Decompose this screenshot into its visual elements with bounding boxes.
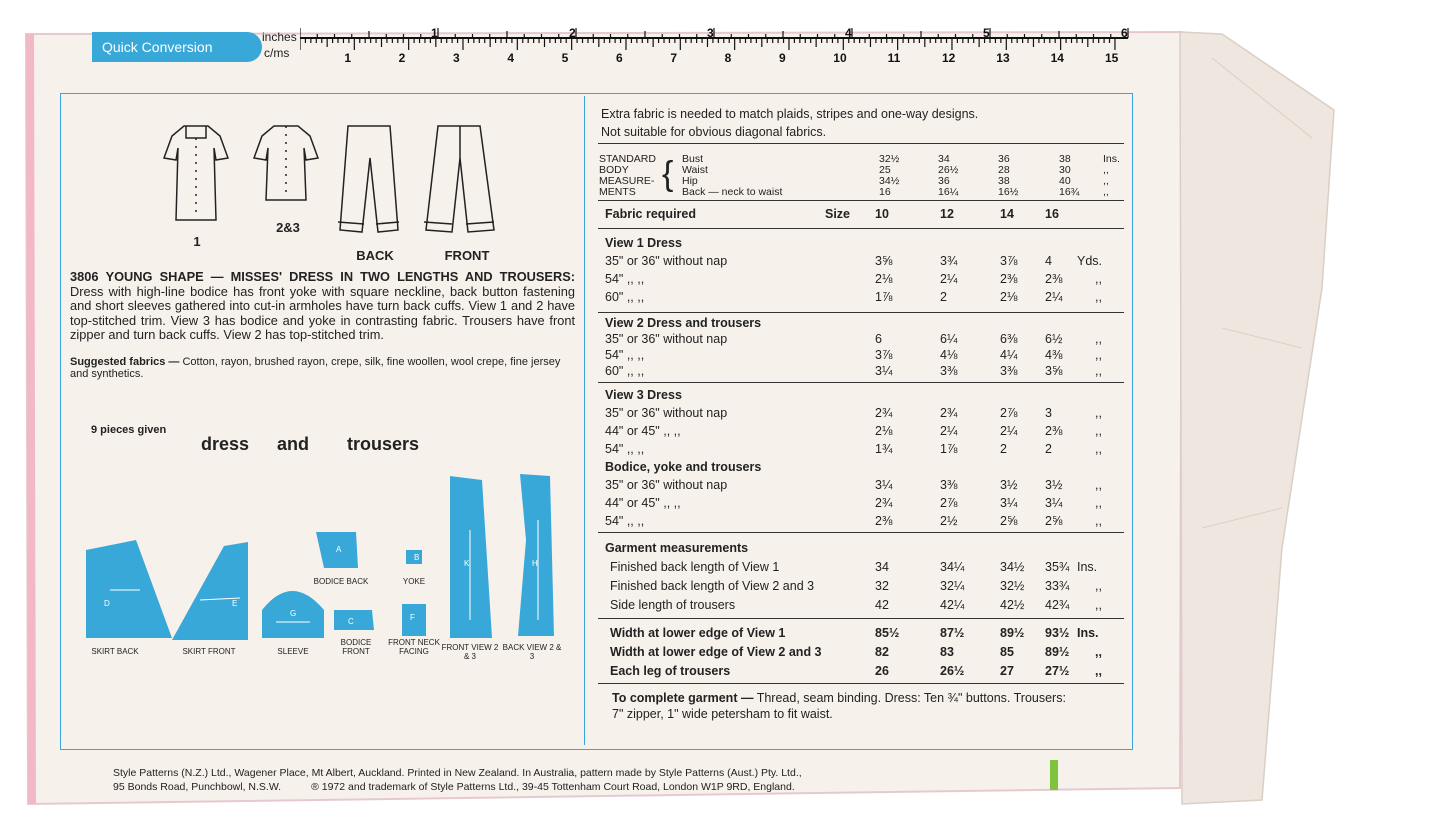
row-label: 44" or 45" ,, ,, [605, 424, 681, 438]
section-title-bodice: Bodice, yoke and trousers [605, 460, 762, 474]
cell-value: 32½ [1000, 579, 1025, 593]
rule-header [598, 228, 1124, 229]
table-row [605, 598, 1125, 614]
complete-label: To complete garment — [612, 691, 754, 705]
view23-label: 2&3 [276, 220, 300, 235]
pattern-description [70, 270, 575, 343]
pieces-heading-trousers: trousers [347, 434, 420, 454]
std-value: 34½ [879, 175, 900, 187]
label-skirt-back: SKIRT BACK [91, 647, 139, 656]
cell-unit: ,, [1095, 478, 1102, 492]
piece-letter-h: H [532, 559, 538, 568]
table-row [605, 332, 1125, 348]
cell-value: 42¼ [940, 598, 965, 612]
size-14: 14 [1000, 207, 1014, 221]
cell-value: 2⅛ [875, 424, 893, 438]
cell-value: 4¼ [1000, 348, 1018, 362]
row-label: 54" ,, ,, [605, 348, 645, 362]
ruler-cm-mark: 7 [670, 51, 678, 65]
rule-v1 [598, 312, 1124, 313]
cell-value: 2⅛ [1000, 290, 1018, 304]
row-label: 44" or 45" ,, ,, [605, 496, 681, 510]
cell-value: 3⅝ [875, 254, 893, 268]
ruler-cms-label: c/ms [264, 46, 290, 60]
row-label: 35" or 36" without nap [605, 332, 728, 346]
piece-letter-b: B [414, 553, 420, 562]
green-tab [1050, 760, 1058, 790]
cell-value: 3½ [1000, 478, 1018, 492]
table-row [605, 406, 1125, 422]
ruler-inch-mark: 5 [983, 28, 990, 40]
cell-value: 33¾ [1045, 579, 1070, 593]
cell-value: 2½ [940, 514, 958, 528]
pieces-heading-dress: dress [201, 434, 250, 454]
label-bodice-back: BODICE BACK [313, 577, 369, 586]
suggested-text: Cotton, rayon, brushed rayon, crepe, silk, fine woollen, wool crepe, fine jersey and synthetics. [70, 356, 561, 380]
cell-value: 42¾ [1045, 598, 1070, 612]
cell-unit: ,, [1095, 514, 1102, 528]
cell-value: 3¼ [1000, 496, 1018, 510]
std-row-label: Back — neck to waist [682, 186, 783, 198]
std-value: 36 [998, 153, 1010, 165]
std-value: 38 [1059, 153, 1071, 165]
std-unit: Ins. [1103, 153, 1120, 165]
cell-value: 2¼ [940, 424, 958, 438]
cell-value: 34 [875, 560, 889, 574]
cell-unit: Ins. [1077, 626, 1099, 640]
table-row [605, 560, 1125, 576]
cell-value: 85½ [875, 626, 900, 640]
std-value: 30 [1059, 164, 1071, 176]
fabric-header-label: Fabric required [605, 207, 696, 221]
std-brace: { [662, 155, 674, 193]
row-label: Side length of trousers [610, 598, 736, 612]
cell-unit: ,, [1095, 496, 1102, 510]
cell-value: 4⅜ [1045, 348, 1063, 362]
cell-value: 4 [1045, 254, 1052, 268]
cell-value: 2¼ [1045, 290, 1063, 304]
rule-v3 [598, 532, 1124, 533]
std-row-label: Hip [682, 175, 698, 187]
rule-garment [598, 618, 1124, 619]
std-label-2: BODY [599, 164, 629, 176]
cell-value: 2 [1045, 442, 1052, 456]
table-row [605, 364, 1125, 380]
cell-unit: ,, [1095, 424, 1102, 438]
back-view-piece [518, 474, 554, 636]
cell-unit: ,, [1095, 406, 1102, 420]
cell-value: 2 [940, 290, 947, 304]
rule-widths [598, 683, 1124, 684]
bodice-front-piece [334, 610, 374, 630]
ruler-cm-mark: 10 [833, 51, 847, 65]
piece-letter-k: K [464, 559, 470, 568]
cell-value: 3 [1045, 406, 1052, 420]
std-unit: ,, [1103, 186, 1109, 198]
cell-value: 1⅞ [875, 290, 893, 304]
table-row [605, 664, 1125, 680]
skirt-back-piece [86, 540, 172, 638]
cell-value: 2¾ [875, 406, 893, 420]
std-value: 36 [938, 175, 950, 187]
row-label: Width at lower edge of View 2 and 3 [610, 645, 822, 659]
cell-value: 27 [1000, 664, 1014, 678]
cell-unit: ,, [1095, 364, 1102, 378]
label-skirt-front: SKIRT FRONT [182, 647, 236, 656]
row-label: Finished back length of View 1 [610, 560, 780, 574]
note-line-1: Extra fabric is needed to match plaids, stripes and one-way designs. [601, 107, 979, 121]
trousers-back-illustration [338, 126, 399, 232]
std-unit: ,, [1103, 164, 1109, 176]
std-value: 32½ [879, 153, 900, 165]
ruler-cm-mark: 3 [452, 51, 460, 65]
footer-line-2b: ® 1972 and trademark of Style Patterns Ltd., 39-45 Tottenham Court Road, London W1P 9RD, England. [311, 781, 795, 793]
cell-value: 42½ [1000, 598, 1025, 612]
cell-value: 6½ [1045, 332, 1063, 346]
cell-value: 32 [875, 579, 889, 593]
table-row [605, 478, 1125, 494]
std-row-label: Bust [682, 153, 704, 165]
suggested-label: Suggested fabrics — [70, 356, 180, 368]
complete-garment [612, 690, 1132, 722]
cell-value: 27½ [1045, 664, 1070, 678]
cell-value: 2¾ [875, 496, 893, 510]
cell-value: 89½ [1000, 626, 1025, 640]
section-title-view1: View 1 Dress [605, 236, 682, 250]
dress-view23-illustration [254, 126, 318, 200]
row-label: Finished back length of View 2 and 3 [610, 579, 815, 593]
pieces-count: 9 pieces given [91, 424, 167, 436]
std-value: 28 [998, 164, 1010, 176]
pattern-title: YOUNG SHAPE — MISSES' DRESS IN TWO LENGTHS AND TROUSERS: [105, 269, 576, 284]
cell-value: 6⅜ [1000, 332, 1018, 346]
ruler-cm-mark: 14 [1050, 51, 1064, 65]
cell-unit: ,, [1095, 598, 1102, 612]
cell-value: 1¾ [875, 442, 893, 456]
cell-value: 2⅜ [1000, 272, 1018, 286]
std-value: 34 [938, 153, 950, 165]
label-back-view: BACK VIEW 2 & 3 [502, 643, 562, 661]
cell-value: 35¾ [1045, 560, 1070, 574]
cell-value: 89½ [1045, 645, 1070, 659]
pieces-heading-and: and [277, 434, 310, 454]
label-yoke: YOKE [402, 577, 426, 586]
note-line-2: Not suitable for obvious diagonal fabrics. [601, 125, 827, 139]
row-label: 35" or 36" without nap [605, 254, 728, 268]
skirt-front-piece [172, 542, 248, 640]
cell-value: 2¼ [940, 272, 958, 286]
rule-top [598, 143, 1124, 144]
row-label: 60" ,, ,, [605, 290, 645, 304]
cell-value: 2¾ [940, 406, 958, 420]
std-value: 25 [879, 164, 891, 176]
cell-value: 26½ [940, 664, 965, 678]
pattern-pieces-diagram [80, 470, 560, 650]
table-row [605, 254, 1125, 270]
ruler-cm-mark: 5 [561, 51, 569, 65]
trousers-front-illustration [424, 126, 494, 232]
footer-line-1: Style Patterns (N.Z.) Ltd., Wagener Place, Mt Albert, Auckland. Printed in New Zealand. In Australia, pattern made by Style Patterns (Aust.) Pty. Ltd., [113, 767, 802, 779]
piece-letter-c: C [348, 617, 354, 626]
cell-unit: ,, [1095, 664, 1102, 678]
cell-value: 85 [1000, 645, 1014, 659]
garment-illustrations [150, 118, 530, 240]
ruler-cm-mark: 1 [344, 51, 352, 65]
std-value: 16 [879, 186, 891, 198]
cell-unit: ,, [1095, 579, 1102, 593]
cell-unit: ,, [1095, 290, 1102, 304]
back-label: BACK [356, 248, 394, 263]
size-12: 12 [940, 207, 954, 221]
cell-value: 2⅛ [875, 272, 893, 286]
cell-value: 4⅛ [940, 348, 958, 362]
cell-value: 2⅞ [1000, 406, 1018, 420]
ruler-cm-mark: 9 [778, 51, 786, 65]
ruler-cm-mark: 4 [507, 51, 515, 65]
ruler-cm-mark: 12 [941, 51, 956, 65]
suggested-fabrics [70, 356, 575, 380]
row-label: 54" ,, ,, [605, 272, 645, 286]
rule-std [598, 200, 1124, 201]
label-sleeve: SLEEVE [277, 647, 309, 656]
table-row [605, 579, 1125, 595]
std-value: 16¼ [938, 186, 959, 198]
piece-letter-e: E [232, 599, 238, 608]
cell-unit: ,, [1095, 348, 1102, 362]
row-label: Each leg of trousers [610, 664, 731, 678]
std-value: 26½ [938, 164, 959, 176]
table-row [605, 272, 1125, 288]
piece-letter-f: F [410, 613, 415, 622]
piece-letter-g: G [290, 609, 297, 618]
cell-value: 34½ [1000, 560, 1025, 574]
cell-value: 3¼ [875, 478, 893, 492]
ruler-cm-mark: 2 [398, 51, 406, 65]
ruler-cm-mark: 15 [1104, 51, 1119, 65]
cell-value: 2⅞ [940, 496, 958, 510]
cell-unit: ,, [1095, 645, 1102, 659]
table-row [605, 514, 1125, 530]
cell-unit: ,, [1095, 332, 1102, 346]
piece-letter-d: D [104, 599, 110, 608]
pattern-number: 3806 [70, 269, 99, 284]
cell-value: 3¼ [875, 364, 893, 378]
std-row-label: Waist [682, 164, 708, 176]
dress-view1-illustration [164, 126, 228, 220]
ruler-cm-mark: 6 [615, 51, 623, 65]
cell-value: 26 [875, 664, 889, 678]
size-label: Size [825, 207, 851, 221]
cell-value: 2⅜ [1045, 424, 1063, 438]
table-row [605, 348, 1125, 364]
label-bodice-front: BODICE FRONT [340, 638, 372, 656]
cell-value: 6 [875, 332, 882, 346]
panel-divider [584, 96, 585, 745]
cell-value: 3¾ [940, 254, 958, 268]
front-view-piece [450, 476, 492, 638]
ruler-cm-mark: 11 [887, 51, 901, 65]
ruler-inch-mark: 2 [569, 28, 576, 40]
cell-value: 42 [875, 598, 889, 612]
section-title-view3: View 3 Dress [605, 388, 682, 402]
std-value: 40 [1059, 175, 1071, 187]
cell-value: 6¼ [940, 332, 958, 346]
label-front-neck-facing: FRONT NECK FACING [388, 638, 440, 656]
ruler-inch-mark: 4 [845, 28, 852, 40]
row-label: 54" ,, ,, [605, 442, 645, 456]
cell-value: 3⅜ [1000, 364, 1018, 378]
table-row [605, 290, 1125, 306]
ruler-inch-mark: 3 [707, 28, 714, 40]
row-label: 60" ,, ,, [605, 364, 645, 378]
ruler-inches-label: inches [262, 30, 297, 44]
complete-text-2: 7" zipper, 1" wide petersham to fit waist. [612, 707, 833, 721]
front-label: FRONT [444, 248, 490, 263]
quick-conversion-badge: Quick Conversion [92, 32, 262, 62]
std-unit: ,, [1103, 175, 1109, 187]
table-row [605, 496, 1125, 512]
row-label: 54" ,, ,, [605, 514, 645, 528]
table-row [605, 645, 1125, 661]
complete-text-1: Thread, seam binding. Dress: Ten ¾" buttons. Trousers: [756, 691, 1066, 705]
ruler-cm-mark: 13 [996, 51, 1010, 65]
cell-value: 1⅞ [940, 442, 958, 456]
row-label: 35" or 36" without nap [605, 478, 728, 492]
cell-value: 3½ [1045, 478, 1063, 492]
std-label-4: MENTS [599, 186, 636, 198]
cell-unit: Yds. [1077, 254, 1103, 268]
rule-v2 [598, 382, 1124, 383]
ruler-inch-mark: 1 [431, 28, 438, 40]
table-row [605, 626, 1125, 642]
cell-value: 3⅜ [940, 478, 958, 492]
std-value: 16¾ [1059, 186, 1080, 198]
cell-value: 3⅞ [1000, 254, 1018, 268]
cell-value: 32¼ [940, 579, 965, 593]
std-value: 16½ [998, 186, 1019, 198]
cell-value: 2⅝ [1045, 514, 1063, 528]
cell-value: 3⅜ [940, 364, 958, 378]
cell-value: 2⅝ [1000, 514, 1018, 528]
cell-unit: ,, [1095, 272, 1102, 286]
cell-value: 3⅝ [1045, 364, 1063, 378]
row-label: Width at lower edge of View 1 [610, 626, 786, 640]
table-row [605, 424, 1125, 440]
cell-value: 3¼ [1045, 496, 1063, 510]
label-front-view: FRONT VIEW 2 & 3 [441, 643, 499, 661]
footer-imprint [113, 766, 973, 794]
pattern-body: Dress with high-line bodice has front yoke with square neckline, back button fastening and short sleeves gathered into cut-in armholes have turn back cuffs. View 1 and 2 have top-stitched trim. View 3 has bodice and yoke in contrasting fabric. Trousers have front zipper and turn back cuffs. View 2 has top-stitched trim. [70, 283, 575, 343]
size-10: 10 [875, 207, 889, 221]
cell-value: 2¼ [1000, 424, 1018, 438]
cell-value: 34¼ [940, 560, 965, 574]
footer-line-2a: 95 Bonds Road, Punchbowl, N.S.W. [113, 781, 282, 793]
std-label-3: MEASURE- [599, 175, 655, 187]
cell-value: 82 [875, 645, 889, 659]
piece-letter-a: A [336, 545, 342, 554]
cell-unit: ,, [1095, 442, 1102, 456]
size-16: 16 [1045, 207, 1059, 221]
cell-unit: Ins. [1077, 560, 1098, 574]
section-title-view2: View 2 Dress and trousers [605, 316, 762, 330]
cell-value: 83 [940, 645, 954, 659]
std-label-1: STANDARD [599, 153, 656, 165]
std-value: 38 [998, 175, 1010, 187]
ruler-inch-mark: 6 [1121, 28, 1128, 40]
cell-value: 2⅜ [1045, 272, 1063, 286]
section-title-garment: Garment measurements [605, 541, 749, 555]
cell-value: 2⅜ [875, 514, 893, 528]
ruler-cm-mark: 8 [724, 51, 732, 65]
conversion-ruler [300, 28, 1135, 68]
cell-value: 3⅞ [875, 348, 893, 362]
view1-label: 1 [193, 234, 201, 249]
cell-value: 2 [1000, 442, 1007, 456]
fabric-header-row [605, 207, 1125, 223]
cell-value: 93½ [1045, 626, 1070, 640]
row-label: 35" or 36" without nap [605, 406, 728, 420]
cell-value: 87½ [940, 626, 965, 640]
table-row [605, 442, 1125, 458]
